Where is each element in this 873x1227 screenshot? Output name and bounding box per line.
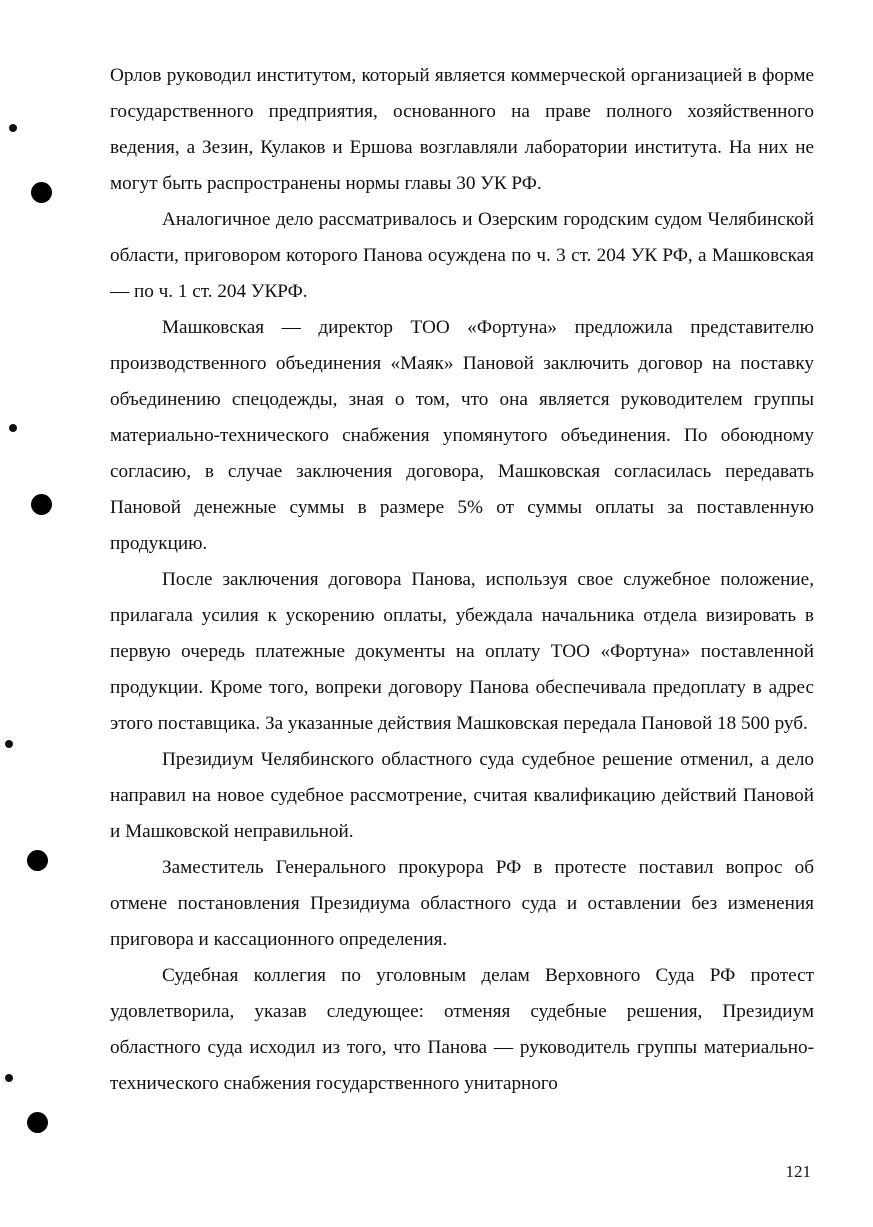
paragraph: Орлов руководил институтом, который является коммерческой организацией в форме государственного предприятия, основанного на праве полного хозяйственного ведения, а Зезин, Кулаков и Ершова возглавляли лаборатории института. На них не могут быть распространены нормы главы 30 УК РФ. <box>110 65 814 194</box>
binding-speck <box>5 1074 13 1082</box>
paragraph: Аналогичное дело рассматривалось и Озерским городским судом Челябинской области, приговором которого Панова осуждена по ч. 3 ст. 204 УК РФ, а Машковская — по ч. 1 ст. 204 УКРФ. <box>110 209 814 302</box>
paragraph: Заместитель Генерального прокурора РФ в протесте поставил вопрос об отмене постановления Президиума областного суда и оставлении без изменения приговора и кассационного определения. <box>110 857 814 950</box>
paragraph: После заключения договора Панова, используя свое служебное положение, прилагала усилия к ускорению оплаты, убеждала начальника отдела визировать в первую очередь платежные документы на оплату ТОО «Фортуна» поставленной продукции. Кроме того, вопреки договору Панова обеспечивала предоплату в адрес этого поставщика. За указанные действия Машковская передала Пановой 18 500 руб. <box>110 569 814 734</box>
binding-speck <box>9 124 17 132</box>
binding-hole <box>31 182 52 203</box>
page-number: 121 <box>785 1162 811 1181</box>
document-body <box>110 58 814 1102</box>
binding-hole <box>27 1112 48 1133</box>
paragraph: Машковская — директор ТОО «Фортуна» предложила представителю производственного объединения «Маяк» Пановой заключить договор на поставку объединению спецодежды, зная о том, что она является руководителем группы материально-технического снабжения упомянутого объединения. По обоюдному согласию, в случае заключения договора, Машковская согласилась передавать Пановой денежные суммы в размере 5% от суммы оплаты за поставленную продукцию. <box>110 317 814 554</box>
binding-speck <box>9 424 17 432</box>
binding-hole <box>31 494 52 515</box>
paragraph: Президиум Челябинского областного суда судебное решение отменил, а дело направил на новое судебное рассмотрение, считая квалификацию действий Пановой и Машковской неправильной. <box>110 749 814 842</box>
binding-hole <box>27 850 48 871</box>
paragraph: Судебная коллегия по уголовным делам Верховного Суда РФ протест удовлетворила, указав следующее: отменяя судебные решения, Президиум областного суда исходил из того, что Панова — руководитель группы материально-технического снабжения государственного унитарного <box>110 965 814 1094</box>
binding-speck <box>5 740 13 748</box>
